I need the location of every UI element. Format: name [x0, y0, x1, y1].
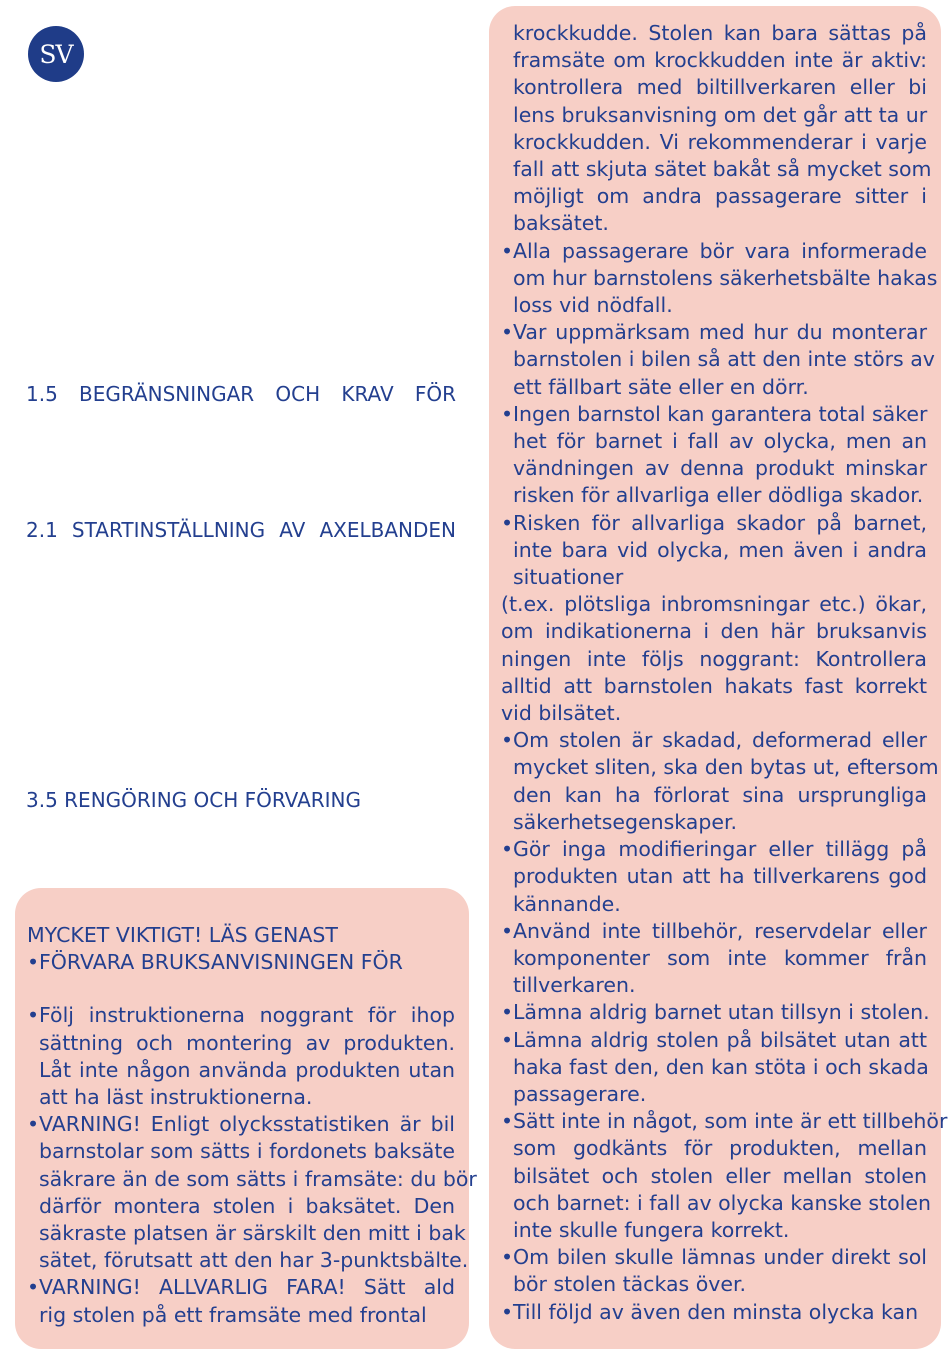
warning-item [501, 1027, 927, 1109]
text-line: fall att skjuta sätet bakåt så mycket som [513, 157, 932, 182]
notice-item [27, 1111, 477, 1274]
notice-item [27, 1002, 455, 1111]
text-line: säkrare än de som sätts i framsäte: du bör [39, 1166, 477, 1191]
text-line: Sätt inte in något, som inte är ett tillbehör [513, 1109, 948, 1134]
warning-item [501, 319, 935, 401]
text-line: möjligt om andra passagerare sitter i [513, 184, 927, 209]
notice-item [27, 1274, 455, 1328]
text-line: Alla passagerare bör vara informerade [513, 238, 927, 263]
text-line: framsäte om krockkudden inte är aktiv: [513, 48, 927, 73]
notice-item [27, 949, 455, 976]
bullet-icon: • [501, 1000, 514, 1025]
warning-item [501, 238, 938, 320]
text-line: risken för allvarliga eller dödliga skador. [513, 483, 924, 508]
text-line: sätet, förutsatt att den har 3-punktsbälte. [39, 1248, 469, 1273]
text-line: Ingen barnstol kan garantera total säker [513, 401, 928, 426]
text-line: bilsätet och stolen eller mellan stolen [513, 1163, 927, 1188]
text-line: tillverkaren. [513, 973, 636, 998]
continued-paragraph [501, 20, 932, 238]
heading-cleaning: 3.5 RENGÖRING OCH FÖRVARING [26, 788, 361, 812]
text-line: loss vid nödfall. [513, 293, 673, 318]
bullet-icon: • [501, 1299, 514, 1324]
warning-item [501, 727, 939, 836]
bullet-icon: • [501, 238, 514, 263]
notice-title: MYCKET VIKTIGT! LÄS GENAST [27, 923, 338, 947]
text-line: barnstolen i bilen så att den inte störs av [513, 347, 935, 372]
text-line: baksätet. [513, 211, 609, 236]
bullet-icon: • [501, 837, 514, 862]
text-line: Följ instruktionerna noggrant för ihop [39, 1003, 455, 1028]
warning-item [501, 999, 930, 1026]
heading-straps: 2.1 STARTINSTÄLLNING AV AXELBANDEN [26, 518, 456, 542]
text-line: lens bruksanvisning om det går att ta ur [513, 102, 928, 127]
text-line: därför montera stolen i baksätet. Den [39, 1193, 455, 1218]
text-line: VARNING! Enligt olycksstatistiken är bil [39, 1112, 455, 1137]
text-line: Till följd av även den minsta olycka kan [513, 1299, 919, 1324]
text-line: FÖRVARA BRUKSANVISNINGEN FÖR [39, 950, 403, 975]
notice-text [27, 922, 477, 1329]
bullet-icon: • [501, 510, 514, 535]
text-line: säkerhetsegenskaper. [513, 809, 738, 834]
text-line: passagerare. [513, 1081, 647, 1106]
text-line: produkten utan att ha tillverkarens god [513, 864, 927, 889]
bullet-icon: • [27, 1003, 40, 1028]
text-line: vid bilsätet. [501, 701, 622, 726]
text-line: VARNING! ALLVARLIG FARA! Sätt ald [39, 1275, 455, 1300]
text-line: som godkänts för produkten, mellan [513, 1136, 927, 1161]
continued-paragraph [501, 591, 927, 727]
bullet-icon: • [501, 1109, 514, 1134]
text-line: Lämna aldrig barnet utan tillsyn i stolen. [513, 1000, 930, 1025]
bullet-icon: • [501, 1245, 514, 1270]
warning-item [501, 510, 927, 592]
warning-item [501, 918, 927, 1000]
bullet-icon: • [27, 1112, 40, 1137]
text-line: situationer [513, 565, 624, 590]
text-line: sättning och montering av produkten. [39, 1030, 455, 1055]
important-notice-box [15, 888, 477, 1349]
text-line: Om bilen skulle lämnas under direkt sol [513, 1245, 927, 1270]
warning-item [501, 401, 927, 510]
warning-item [501, 1244, 927, 1298]
text-line: Om stolen är skadad, deformerad eller [513, 728, 927, 753]
text-line: kännande. [513, 891, 621, 916]
bullet-icon: • [501, 320, 514, 345]
text-line: den kan ha förlorat sina ursprungliga [513, 782, 927, 807]
heading-limits: 1.5 BEGRÄNSNINGAR OCH KRAV FÖR [26, 382, 456, 406]
warnings-text [501, 20, 948, 1326]
text-line: ett fällbart säte eller en dörr. [513, 374, 809, 399]
text-line: rig stolen på ett framsäte med frontal [39, 1302, 427, 1327]
bullet-icon: • [501, 918, 514, 943]
text-line: vändningen av denna produkt minskar [513, 456, 927, 481]
text-line: Låt inte någon använda produkten utan [39, 1057, 455, 1082]
bullet-icon: • [501, 1027, 514, 1052]
text-line: kontrollera med biltillverkaren eller bi [513, 75, 927, 100]
text-line: alltid att barnstolen hakats fast korrekt [501, 673, 927, 698]
text-line: om indikationerna i den här bruksanvis [501, 619, 927, 644]
bullet-icon: • [501, 401, 514, 426]
text-line: mycket sliten, ska den bytas ut, eftersom [513, 755, 939, 780]
text-line: barnstolar som sätts i fordonets baksäte [39, 1139, 455, 1164]
warning-item [501, 836, 927, 918]
text-line: ningen inte följs noggrant: Kontrollera [501, 646, 927, 671]
text-line: krockkudde. Stolen kan bara sättas på [513, 21, 927, 45]
text-line: Lämna aldrig stolen på bilsätet utan att [513, 1027, 927, 1052]
bullet-icon: • [27, 950, 40, 975]
text-line: Gör inga modifieringar eller tillägg på [513, 837, 927, 862]
text-line: säkraste platsen är särskilt den mitt i bak [39, 1221, 466, 1246]
text-line: Använd inte tillbehör, reservdelar eller [513, 918, 927, 943]
bullet-icon: • [501, 728, 514, 753]
text-line: inte skulle fungera korrekt. [513, 1217, 790, 1242]
language-badge: SV [28, 26, 84, 82]
text-line: Var uppmärksam med hur du monterar [513, 320, 927, 345]
text-line: haka fast den, den kan stöta i och skada [513, 1054, 929, 1079]
warning-item [501, 1299, 927, 1326]
text-line: inte bara vid olycka, men även i andra [513, 537, 927, 562]
text-line: komponenter som inte kommer från [513, 945, 927, 970]
text-line: krockkudden. Vi rekommenderar i varje [513, 129, 927, 154]
text-line: om hur barnstolens säkerhetsbälte hakas [513, 265, 938, 290]
bullet-icon: • [27, 1275, 40, 1300]
text-line: att ha läst instruktionerna. [39, 1085, 313, 1110]
text-line: och barnet: i fall av olycka kanske stolen [513, 1190, 931, 1215]
text-line: Risken för allvarliga skador på barnet, [513, 510, 927, 535]
safety-warnings-box [489, 6, 948, 1349]
text-line: het för barnet i fall av olycka, men an [513, 429, 927, 454]
spacer [27, 976, 455, 1002]
text-line: bör stolen täckas över. [513, 1272, 747, 1297]
warning-item [501, 1108, 948, 1244]
text-line: (t.ex. plötsliga inbromsningar etc.) ökar, [501, 592, 927, 617]
